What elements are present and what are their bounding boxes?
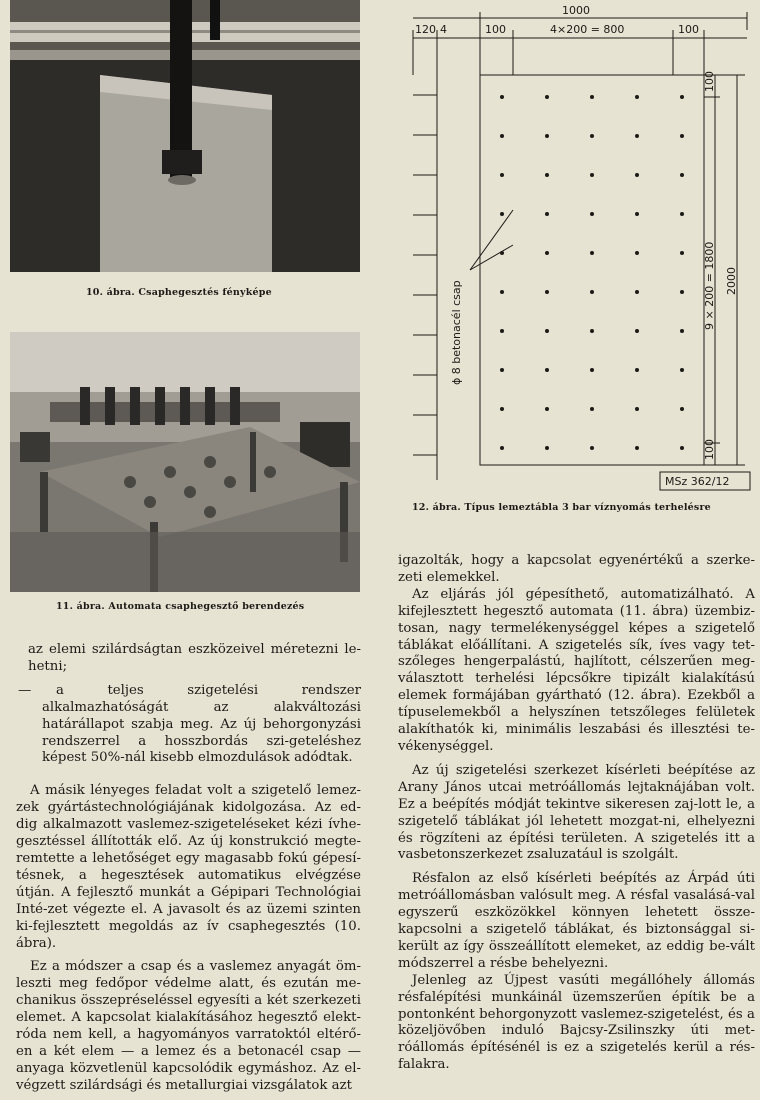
pin-dot: [545, 290, 549, 294]
pin-dot: [680, 329, 684, 333]
pin-dot: [545, 212, 549, 216]
pin-dot: [680, 212, 684, 216]
pin-dot: [590, 407, 594, 411]
dim-left-strip-b: 4: [440, 23, 447, 36]
bullet-item: [16, 683, 361, 768]
pin-dot: [680, 290, 684, 294]
pin-dot: [635, 134, 639, 138]
pin-dot: [635, 290, 639, 294]
pin-dot: [500, 368, 504, 372]
bullet-dash: —: [18, 682, 32, 698]
dim-margin-top: 100: [703, 71, 716, 92]
pin-dot: [545, 173, 549, 177]
figure-10-caption: 10. ábra. Csaphegesztés fényképe: [86, 287, 272, 298]
dim-total-width: 1000: [562, 4, 590, 17]
standard-mark: MSz 362/12: [665, 475, 730, 488]
pin-dot: [635, 95, 639, 99]
pin-dot: [635, 407, 639, 411]
pin-dot: [500, 329, 504, 333]
pin-dot: [635, 212, 639, 216]
pin-dot: [545, 329, 549, 333]
pin-dot: [545, 407, 549, 411]
pin-dot: [680, 251, 684, 255]
dim-total-height: 2000: [725, 267, 738, 295]
pin-dot: [500, 95, 504, 99]
pin-dot: [590, 329, 594, 333]
dim-margin-bottom: 100: [703, 439, 716, 460]
pin-dot: [500, 212, 504, 216]
pin-dot: [680, 368, 684, 372]
pin-dot: [635, 446, 639, 450]
paragraph: az elemi szilárdságtan eszközeivel méretezni le-hetni;: [28, 642, 361, 674]
pin-dot: [545, 95, 549, 99]
pin-dot: [635, 251, 639, 255]
paragraph: A másik lényeges feladat volt a szigetelő lemez-zek gyártástechnológiájának kidolgozása. Az ed-dig alkalmazott vaslemez-szigeteléseket kézi ívhe-gesztéssel állították elő. Az új konstrukció megte-remtette a lehetőséget egy magasabb fokú gépesí-tésnek, a hegesztések automatikus elvégzése útján. A fejlesztő munkát a Gépipari Technológiai Inté-zet végezte el. A javasolt és az üzemi szinten ki-fejlesztett megoldás az ív csaphegesztés (10. ábra).: [16, 783, 361, 951]
pin-dot: [590, 290, 594, 294]
pin-dot: [545, 368, 549, 372]
pin-dot: [635, 173, 639, 177]
pin-dot: [545, 446, 549, 450]
pin-dot: [680, 173, 684, 177]
pin-dot: [545, 251, 549, 255]
figure-11-caption: 11. ábra. Automata csaphegesztő berendezés: [56, 601, 305, 612]
dim-margin-right: 100: [678, 23, 699, 36]
paragraph: Résfalon az első kísérleti beépítés az Árpád úti metróállomásban valósult meg. A résfal vasalásá-val egyszerű eszközökkel könnyen lehetett össze-kapcsolni a szigetelő táblákat, és biztonsággal si-került az így összeállított elemeket, az eddig be-vált módszerrel a résbe behelyezni.: [398, 871, 755, 971]
pin-dot: [590, 173, 594, 177]
dim-margin-left: 100: [485, 23, 506, 36]
pin-label: ϕ 8 betonacél csap: [450, 280, 463, 385]
pin-dot: [635, 329, 639, 333]
dim-left-strip: 120: [415, 23, 436, 36]
paragraph: Az eljárás jól gépesíthető, automatizálható. A kifejlesztett hegesztő automata (11. ábra) üzembiz-tosan, nagy termelékenységgel képes a szigetelő táblákat előállítani. A szigetelés sík, íves vagy tet-szőleges hengerpalástú, hajlított, célszerűen meg-választott terhelési lépcsőkre tipizált kialakítású elemek formájában gyártható (12. ábra). Ezekből a típuselemekből a helyszínen tetszőleges felületek alakíthatók ki, minimális leszabási és illesztési te-vékenységgel.: [398, 586, 755, 754]
pin-dot: [590, 134, 594, 138]
plate-drawing: [395, 0, 757, 495]
pin-dot: [590, 251, 594, 255]
pin-dot: [680, 95, 684, 99]
pin-dot: [590, 368, 594, 372]
pin-dot: [590, 446, 594, 450]
pin-dot: [680, 407, 684, 411]
pin-dot: [680, 134, 684, 138]
figure-12-caption: 12. ábra. Típus lemeztábla 3 bar víznyomás terhelésre: [412, 502, 711, 513]
pin-dot: [680, 446, 684, 450]
paragraph: Az új szigetelési szerkezet kísérleti beépítése az Arany János utcai metróállomás lejtaknájában volt. Ez a beépítés módját tekintve sikeresen zaj-lott le, a szigetelő táblákat jól lehetett mozgat-ni, elhelyezni és rögzíteni az építési területen. A szigetelés itt a vasbetonszerkezet zsaluzatául is szolgált.: [398, 762, 755, 863]
pin-dot: [500, 173, 504, 177]
paragraph: Ez a módszer a csap és a vaslemez anyagát öm-leszti meg fedőpor védelme alatt, és ezután me-chanikus összepréseléssel egyesíti a két szerkezeti elemet. A kapcsolat kialakításához hegesztő elekt-róda nem kell, a hagyományos varratoktól eltérő-en a két elem — a lemez és a betonacél csap — anyaga közvetlenül kapcsolódik egymáshoz. Az el-végzett szilárdsági és metallurgiai vizsgálatok azt: [16, 959, 361, 1093]
photo-stud-welding: [10, 0, 360, 272]
pin-dot: [545, 134, 549, 138]
photo-welding-machine: [10, 332, 360, 592]
pin-dot: [635, 368, 639, 372]
dim-inner-height: 9 × 200 = 1800: [703, 241, 716, 330]
dim-inner-width: 4×200 = 800: [550, 23, 625, 36]
pin-dot: [500, 134, 504, 138]
pin-dot: [500, 290, 504, 294]
paragraph: Jelenleg az Újpest vasúti megállóhely állomás résfalépítési munkáinál üzemszerűen építik be a pontonként behorgonyzott vaslemez-szigetelést, és a közeljövőben induló Bajcsy-Zsilinszky úti met-róállomás építésénél is ez a szigetelés kerül a rés-falakra.: [398, 972, 755, 1073]
bullet-text: a teljes szigetelési rendszer alkalmazhatóságát az alakváltozási határállapot szabja meg. Az új behorgonyzási rendszerrel a hosszbordás szi-geteléshez képest 50%-nál kisebb elmozdulások adódtak.: [42, 682, 361, 766]
pin-dot: [590, 95, 594, 99]
right-text-column: [398, 553, 755, 1074]
pin-dot: [500, 407, 504, 411]
paragraph: igazolták, hogy a kapcsolat egyenértékű a szerke-zeti elemekkel.: [398, 553, 755, 585]
left-text-column: [16, 642, 361, 1095]
pin-dot: [500, 251, 504, 255]
pin-dot: [500, 446, 504, 450]
pin-dot: [590, 212, 594, 216]
